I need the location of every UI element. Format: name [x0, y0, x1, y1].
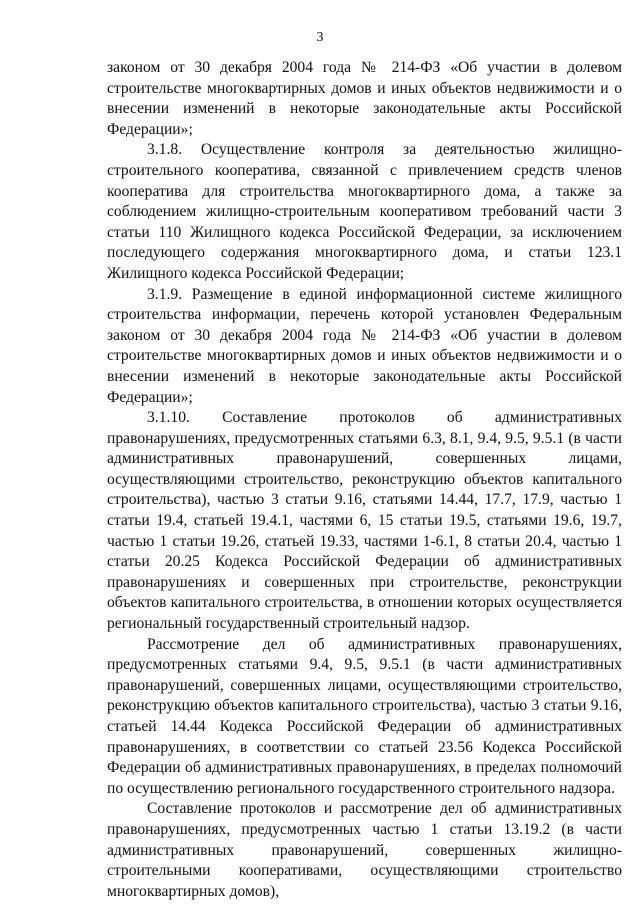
page-number: 3	[316, 30, 324, 45]
paragraph-3-1-10: 3.1.10. Составление протоколов об административных правонарушениях, предусмотренных статьями 6.3, 8.1, 9.4, 9.5, 9.5.1 (в части административных правонарушений, совершенных лицами, осуществляющими строительство, реконструкцию объектов капитального строительства), частью 3 статьи 9.16, статьями 14.44, 17.7, 17.9, частью 1 статьи 19.4, статьей 19.4.1, частями 6, 15 статьи 19.5, статьями 19.6, 19.7, частью 1 статьи 19.26, статьей 19.33, частями 1-6.1, 8 статьи 20.4, частью 1 статьи 20.25 Кодекса Российской Федерации об административных правонарушениях и совершенных при строительстве, реконструкции объектов капитального строительства, в отношении которых осуществляется региональный государственный строительный надзор.	[107, 409, 622, 633]
paragraph-case-review: Рассмотрение дел об административных правонарушениях, предусмотренных статьями 9.4, 9.5, 9.5.1 (в части административных правонарушений, совершенных лицами, осуществляющими строительство, реконструкцию объектов капитального строительства), частью 3 статьи 9.16, статьей 14.44 Кодекса Российской Федерации об административных правонарушениях, в соответствии со статьей 23.56 Кодекса Российской Федерации об административных правонарушениях, в пределах полномочий по осуществлению регионального государственного строительного надзора.	[107, 635, 622, 797]
paragraph-continuation: законом от 30 декабря 2004 года № 214-ФЗ «Об участии в долевом строительстве многоквартирных домов и иных объектов недвижимости и о внесении изменений в некоторые законодательные акты Российской Федерации»;	[107, 59, 622, 138]
paragraph-protocols: Составление протоколов и рассмотрение дел об административных правонарушениях, предусмотренных частью 1 статьи 13.19.2 (в части административных правонарушений, совершенных жилищно-строительными кооперативами, осуществляющими строительство многоквартирных домов),	[107, 800, 622, 900]
paragraph-3-1-9: 3.1.9. Размещение в единой информационной системе жилищного строительства информации, перечень которой установлен Федеральным законом от 30 декабря 2004 года № 214-ФЗ «Об участии в долевом строительстве многоквартирных домов и иных объектов недвижимости и о внесении изменений в некоторые законодательные акты Российской Федерации»;	[107, 285, 622, 406]
paragraph-3-1-8: 3.1.8. Осуществление контроля за деятельностью жилищно-строительного кооператива, связанной с привлечением средств членов кооператива для строительства многоквартирного дома, а также за соблюдением жилищно-строительным кооперативом требований части 3 статьи 110 Жилищного кодекса Российской Федерации, за исключением последующего содержания многоквартирного дома, и статьи 123.1 Жилищного кодекса Российской Федерации;	[107, 141, 622, 282]
document-body	[107, 58, 622, 902]
